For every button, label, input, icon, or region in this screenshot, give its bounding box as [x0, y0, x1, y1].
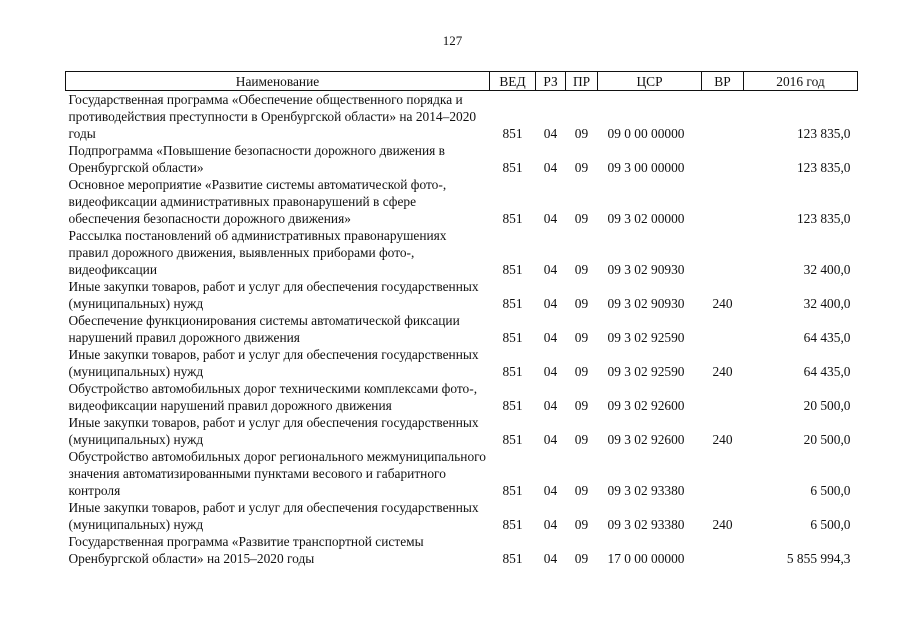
cell-rz: 04	[543, 398, 558, 413]
cell-rz: 04	[543, 126, 558, 141]
cell-ved: 851	[502, 398, 523, 413]
cell-amount: 32 400,0	[803, 296, 851, 311]
cell-pr: 09	[574, 483, 589, 498]
cell-csr: 09 3 02 90930	[607, 296, 685, 311]
cell-ved: 851	[502, 262, 523, 277]
header-vr: ВР	[702, 72, 744, 91]
cell-amount: 20 500,0	[803, 432, 851, 447]
cell-vr: 240	[712, 432, 733, 447]
cell-ved: 851	[502, 432, 523, 447]
cell-amount: 64 435,0	[803, 364, 851, 379]
page-number: 127	[442, 33, 463, 48]
cell-name: Подпрограмма «Повышение безопасности дорожного движения в Оренбургской области»	[68, 143, 445, 175]
header-ved: ВЕД	[490, 72, 536, 91]
cell-csr: 09 3 02 90930	[607, 262, 685, 277]
cell-ved: 851	[502, 517, 523, 532]
cell-amount: 32 400,0	[803, 262, 851, 277]
cell-rz: 04	[543, 364, 558, 379]
cell-vr	[702, 91, 744, 143]
cell-name: Иные закупки товаров, работ и услуг для обеспечения государственных (муниципальных) нужд	[68, 500, 479, 532]
header-rz: РЗ	[536, 72, 566, 91]
cell-csr: 09 0 00 00000	[607, 126, 685, 141]
header-year: 2016 год	[744, 72, 858, 91]
cell-rz: 04	[543, 483, 558, 498]
cell-name: Обустройство автомобильных дорог техническими комплексами фото-, видеофиксации нарушений правил дорожного движения	[68, 381, 478, 413]
cell-pr: 09	[574, 551, 589, 566]
cell-pr: 09	[574, 211, 589, 226]
cell-pr: 09	[574, 330, 589, 345]
cell-name: Основное мероприятие «Развитие системы автоматической фото-, видеофиксации административных правонарушений в сфере обеспечения безопасности дорожного движения»	[68, 177, 447, 226]
table-row	[66, 312, 858, 346]
cell-name: Обеспечение функционирования системы автоматической фиксации нарушений правил дорожного движения	[68, 313, 460, 345]
cell-ved: 851	[502, 364, 523, 379]
cell-amount: 6 500,0	[810, 483, 851, 498]
cell-vr: 240	[712, 517, 733, 532]
cell-pr: 09	[574, 432, 589, 447]
table-row	[66, 346, 858, 380]
cell-rz: 04	[543, 296, 558, 311]
cell-rz: 04	[543, 262, 558, 277]
table-row	[66, 380, 858, 414]
cell-name: Обустройство автомобильных дорог регионального межмуниципального значения автоматизированными пунктами весового и габаритного контроля	[68, 449, 486, 498]
cell-pr: 09	[574, 296, 589, 311]
cell-amount: 5 855 994,3	[786, 551, 851, 566]
table-row	[66, 448, 858, 499]
cell-amount: 20 500,0	[803, 398, 851, 413]
cell-csr: 09 3 02 93380	[607, 517, 685, 532]
cell-pr: 09	[574, 262, 589, 277]
cell-csr: 09 3 02 92590	[607, 330, 685, 345]
table-row	[66, 142, 858, 176]
cell-pr: 09	[574, 126, 589, 141]
cell-ved: 851	[502, 551, 523, 566]
cell-ved: 851	[502, 160, 523, 175]
table-row	[66, 414, 858, 448]
cell-amount: 123 835,0	[796, 126, 851, 141]
cell-name: Государственная программа «Развитие транспортной системы Оренбургской области» на 2015–2020 годы	[68, 534, 424, 566]
cell-vr	[702, 142, 744, 176]
table-row	[66, 278, 858, 312]
table-row	[66, 227, 858, 278]
cell-vr	[702, 533, 744, 567]
cell-amount: 123 835,0	[796, 160, 851, 175]
cell-ved: 851	[502, 483, 523, 498]
cell-ved: 851	[502, 330, 523, 345]
cell-pr: 09	[574, 364, 589, 379]
cell-csr: 09 3 02 93380	[607, 483, 685, 498]
cell-csr: 09 3 02 92590	[607, 364, 685, 379]
cell-rz: 04	[543, 160, 558, 175]
cell-name: Рассылка постановлений об административных правонарушениях правил дорожного движения, выявленных приборами фото-, видеофиксации	[68, 228, 447, 277]
cell-csr: 09 3 02 92600	[607, 398, 685, 413]
cell-csr: 09 3 02 00000	[607, 211, 685, 226]
cell-amount: 64 435,0	[803, 330, 851, 345]
table-row	[66, 91, 858, 143]
cell-ved: 851	[502, 296, 523, 311]
cell-rz: 04	[543, 330, 558, 345]
cell-name: Иные закупки товаров, работ и услуг для обеспечения государственных (муниципальных) нужд	[68, 279, 479, 311]
table-row	[66, 533, 858, 567]
table-row	[66, 499, 858, 533]
cell-amount: 6 500,0	[810, 517, 851, 532]
cell-vr	[702, 312, 744, 346]
table-row	[66, 176, 858, 227]
cell-pr: 09	[574, 517, 589, 532]
header-pr: ПР	[566, 72, 598, 91]
cell-rz: 04	[543, 211, 558, 226]
cell-rz: 04	[543, 432, 558, 447]
cell-csr: 17 0 00 00000	[607, 551, 685, 566]
cell-vr	[702, 227, 744, 278]
cell-rz: 04	[543, 517, 558, 532]
cell-name: Иные закупки товаров, работ и услуг для обеспечения государственных (муниципальных) нужд	[68, 347, 479, 379]
header-name: Наименование	[66, 72, 490, 91]
cell-pr: 09	[574, 160, 589, 175]
table-header-row	[66, 72, 858, 91]
cell-csr: 09 3 00 00000	[607, 160, 685, 175]
cell-vr: 240	[712, 296, 733, 311]
cell-ved: 851	[502, 126, 523, 141]
header-csr: ЦСР	[598, 72, 702, 91]
cell-amount: 123 835,0	[796, 211, 851, 226]
cell-vr	[702, 176, 744, 227]
cell-csr: 09 3 02 92600	[607, 432, 685, 447]
cell-rz: 04	[543, 551, 558, 566]
cell-pr: 09	[574, 398, 589, 413]
cell-vr	[702, 380, 744, 414]
cell-vr	[702, 448, 744, 499]
cell-vr: 240	[712, 364, 733, 379]
cell-name: Государственная программа «Обеспечение общественного порядка и противодействия преступности в Оренбургской области» на 2014–2020 годы	[68, 92, 477, 141]
cell-name: Иные закупки товаров, работ и услуг для обеспечения государственных (муниципальных) нужд	[68, 415, 479, 447]
budget-table	[65, 71, 858, 567]
cell-ved: 851	[502, 211, 523, 226]
